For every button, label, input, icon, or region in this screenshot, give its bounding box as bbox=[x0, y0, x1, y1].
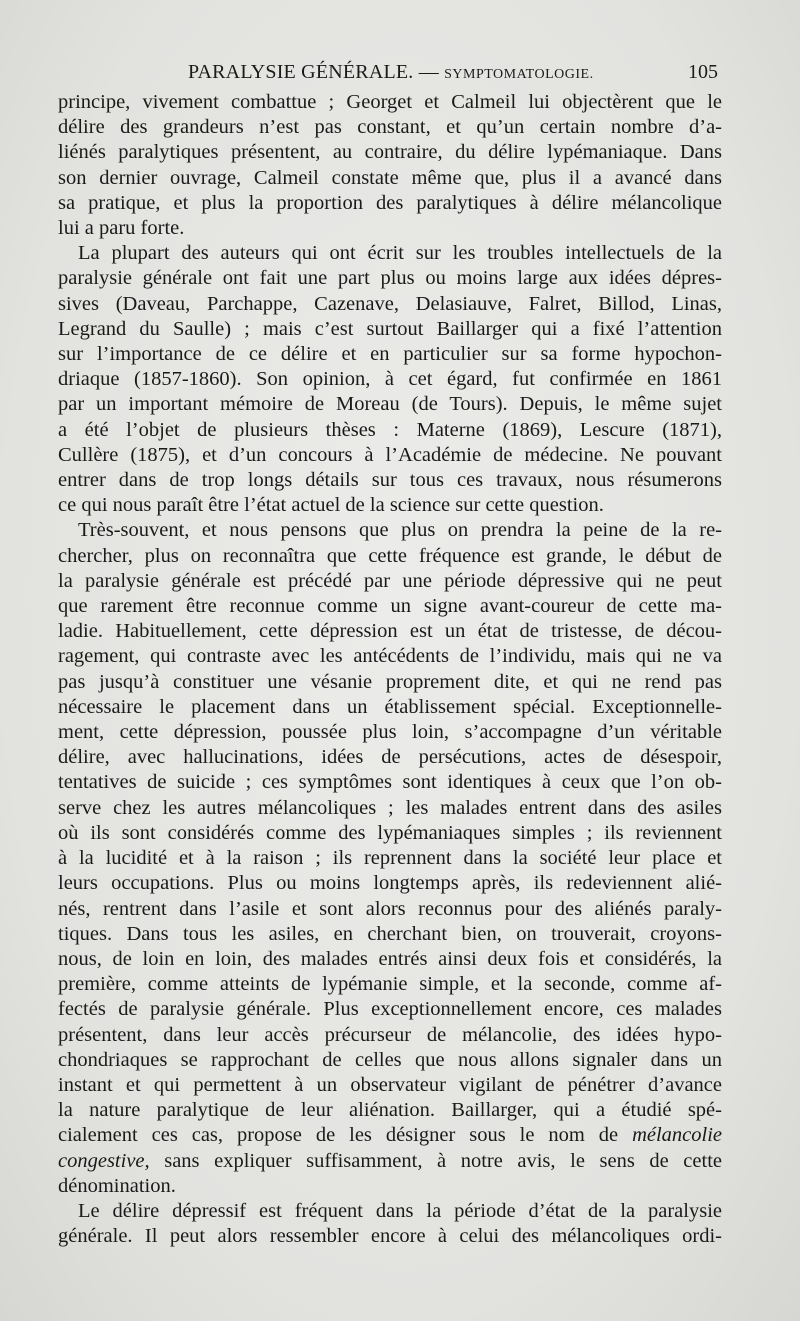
text-line: tiques. Dans tous les asiles, en cherchant bien, on trouverait, croyons- bbox=[58, 922, 722, 945]
text-line: délire, avec hallucinations, idées de persécutions, actes de désespoir, bbox=[58, 746, 722, 769]
italic-term: congestive, bbox=[58, 1149, 150, 1172]
text-line: délire des grandeurs n’est pas constant, et qu’un certain nombre d’a- bbox=[58, 116, 722, 139]
page-number: 105 bbox=[688, 61, 718, 83]
text-line-with-italic bbox=[58, 1123, 722, 1148]
running-title bbox=[188, 58, 594, 89]
text-line: ladie. Habituellement, cette dépression est un état de tristesse, de décou- bbox=[58, 620, 722, 643]
text-line: lui a paru forte. bbox=[58, 217, 185, 240]
body-text bbox=[58, 90, 722, 1249]
paragraph-3 bbox=[58, 518, 722, 1198]
text-line: a été l’objet de plusieurs thèses : Materne (1869), Lescure (1871), bbox=[58, 418, 722, 441]
text-line: ragement, qui contraste avec les antécédents de l’individu, mais qui ne va bbox=[58, 645, 722, 668]
text-segment: cialement ces cas, propose de les désigner sous le nom de bbox=[58, 1124, 619, 1147]
text-line: tentatives de suicide ; ces symptômes sont identiques à ceux que l’on ob- bbox=[58, 771, 722, 794]
text-line: Legrand du Saulle) ; mais c’est surtout Baillarger qui a fixé l’attention bbox=[58, 317, 722, 340]
text-line: ment, cette dépression, poussée plus loin, s’accompagne d’un véritable bbox=[58, 721, 722, 744]
text-line: fectés de paralysie générale. Plus exceptionnellement encore, ces malades bbox=[58, 998, 722, 1021]
text-line-with-italic bbox=[58, 1149, 722, 1174]
text-line: La plupart des auteurs qui ont écrit sur les troubles intellectuels de la bbox=[78, 242, 722, 265]
paragraph-2 bbox=[58, 241, 722, 518]
running-title-main: PARALYSIE GÉNÉRALE. — bbox=[188, 61, 439, 83]
text-line: présentent, dans leur accès précurseur de mélancolie, des idées hypo- bbox=[58, 1023, 722, 1046]
text-line: la nature paralytique de leur aliénation. Baillarger, qui a étudié spé- bbox=[58, 1099, 722, 1122]
text-line: sives (Daveau, Parchappe, Cazenave, Delasiauve, Falret, Billod, Linas, bbox=[58, 292, 722, 315]
text-line: instant et qui permettent à un observateur vigilant de pénétrer d’avance bbox=[58, 1073, 722, 1096]
running-title-sub: SYMPTOMATOLOGIE. bbox=[444, 67, 594, 82]
text-line: Cullère (1875), et d’un concours à l’Académie de médecine. Ne pouvant bbox=[58, 443, 722, 466]
text-line: première, comme atteints de lypémanie simple, et la seconde, comme af- bbox=[58, 973, 722, 996]
paragraph-4 bbox=[58, 1199, 722, 1249]
text-line: nous, de loin en loin, des malades entrés ainsi deux fois et considérés, la bbox=[58, 947, 722, 970]
text-line: serve chez les autres mélancoliques ; les malades entrent dans des asiles bbox=[58, 796, 722, 819]
text-line: nés, rentrent dans l’asile et sont alors reconnus pour des aliénés paraly- bbox=[58, 897, 722, 920]
text-line: sur l’importance de ce délire et en particulier sur sa forme hypochon- bbox=[58, 343, 722, 366]
text-line: générale. Il peut alors ressembler encore à celui des mélancoliques ordi- bbox=[58, 1225, 722, 1248]
text-line: son dernier ouvrage, Calmeil constate même que, plus il a avancé dans bbox=[58, 166, 722, 189]
text-line: Très-souvent, et nous pensons que plus on prendra la peine de la re- bbox=[78, 519, 722, 542]
text-line: sa pratique, et plus la proportion des paralytiques à délire mélancolique bbox=[58, 191, 722, 214]
running-header bbox=[58, 58, 718, 86]
text-line: principe, vivement combattue ; Georget et Calmeil lui objectèrent que le bbox=[58, 91, 722, 113]
text-line: chondriaques se rapprochant de celles que nous allons signaler dans un bbox=[58, 1048, 722, 1071]
text-line: ce qui nous paraît être l’état actuel de la science sur cette question. bbox=[58, 494, 604, 517]
text-line: que rarement être reconnue comme un signe avant-coureur de cette ma- bbox=[58, 595, 722, 618]
text-line: chercher, plus on reconnaîtra que cette fréquence est grande, le début de bbox=[58, 544, 722, 567]
text-line: Le délire dépressif est fréquent dans la période d’état de la paralysie bbox=[78, 1199, 722, 1222]
text-line: driaque (1857-1860). Son opinion, à cet égard, fut confirmée en 1861 bbox=[58, 368, 722, 391]
text-line: pas jusqu’à constituer une vésanie proprement dite, et qui ne rend pas bbox=[58, 670, 722, 693]
text-line: la paralysie générale est précédé par une période dépressive qui ne peut bbox=[58, 569, 722, 592]
text-segment: sans expliquer suffisamment, à notre avis, le sens de cette bbox=[164, 1149, 722, 1172]
text-line: leurs occupations. Plus ou moins longtemps après, ils redeviennent alié- bbox=[58, 872, 722, 895]
text-line: dénomination. bbox=[58, 1174, 176, 1197]
text-line: paralysie générale ont fait une part plus ou moins large aux idées dépres- bbox=[58, 267, 722, 290]
text-line: où ils sont considérés comme des lypémaniaques simples ; ils reviennent bbox=[58, 821, 722, 844]
text-line: entrer dans de trop longs détails sur tous ces travaux, nous résumerons bbox=[58, 469, 722, 492]
text-line: liénés paralytiques présentent, au contraire, du délire lypémaniaque. Dans bbox=[58, 141, 722, 164]
text-line: nécessaire le placement dans un établissement spécial. Exceptionnelle- bbox=[58, 695, 722, 718]
italic-term: mélancolie bbox=[632, 1124, 723, 1147]
text-line: à la lucidité et à la raison ; ils reprennent dans la société leur place et bbox=[58, 847, 722, 870]
paragraph-1 bbox=[58, 90, 722, 241]
text-line: par un important mémoire de Moreau (de Tours). Depuis, le même sujet bbox=[58, 393, 722, 416]
